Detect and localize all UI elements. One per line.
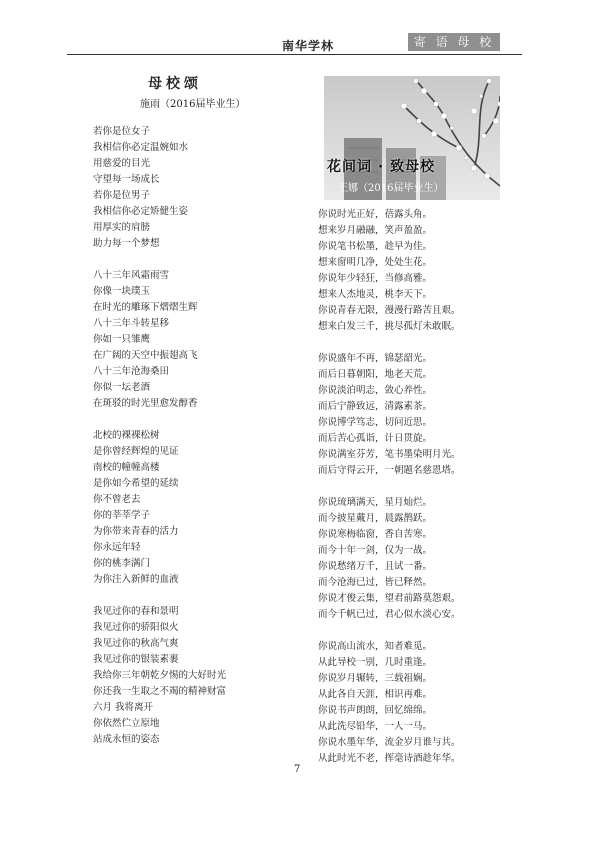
header-rule	[67, 54, 522, 55]
poem-line: 在广阔的天空中振翅高飞	[93, 350, 198, 361]
stanza-gap	[93, 588, 293, 604]
poem-line: 若你是位男子	[93, 190, 151, 201]
poem-line: 你似一坛老酒	[93, 382, 151, 393]
poem-line: 我相信你必定温婉如水	[93, 142, 189, 153]
poem-line: 八十三年斗转星移	[93, 318, 170, 329]
poem-line: 你说时光正好，蓓露头角。	[318, 209, 433, 220]
stanza-gap	[318, 623, 518, 639]
poem-line: 想来人杰地灵，桃李天下。	[318, 289, 433, 300]
poem-line: 你的莘莘学子	[93, 510, 151, 521]
stanza-gap	[318, 335, 518, 351]
poem-line: 北校的裸裸松树	[93, 430, 160, 441]
poem-line: 我相信你必定矫健生姿	[93, 206, 189, 217]
stanza-gap	[93, 412, 293, 428]
poem-line: 你说寒梅临窗，香自苦寒。	[318, 529, 433, 540]
poem-line: 是你如今希望的延续	[93, 478, 179, 489]
poem-line: 八十三年风霜雨雪	[93, 270, 170, 281]
poem-line: 为你注入新鲜的血液	[93, 574, 179, 585]
poem-right-title: 花间词 · 致母校	[327, 159, 436, 175]
poem-line: 而后日暮朝阳，地老天荒。	[318, 369, 433, 380]
poem-line: 你像一块璞玉	[93, 286, 151, 297]
poem-line: 我见过你的秋高气爽	[93, 638, 179, 649]
poem-line: 你不曾老去	[93, 494, 141, 505]
stanza-gap	[318, 479, 518, 495]
poem-line: 我见过你的春和景明	[93, 606, 179, 617]
poem-line: 你说盛年不再，锦瑟韶光。	[318, 353, 433, 364]
poem-line: 你如一只雏鹰	[93, 334, 151, 345]
poem-line: 你永远年轻	[93, 542, 141, 553]
poem-line: 为你带来青春的活力	[93, 526, 179, 537]
poem-line: 我见过你的银装素裹	[93, 654, 179, 665]
poem-line: 想来白发三千，挑尽孤灯未敢眠。	[318, 321, 461, 332]
poem-line: 而今披星戴月，晨露鹊跃。	[318, 513, 433, 524]
poem-line: 你说书声朗朗，回忆绵绵。	[318, 705, 433, 716]
header-journal-name: 南华学林	[282, 39, 335, 53]
poem-line: 而后宁静致远，清露素茶。	[318, 401, 433, 412]
poem-line: 而今沧海已过，皆已释然。	[318, 577, 433, 588]
stanza-gap	[93, 252, 293, 268]
poem-line: 我给你三年朝乾夕惕的大好时光	[93, 670, 227, 681]
poem-left-body	[93, 124, 293, 748]
poem-line: 你说才俊云集，望君前路莫怨艰。	[318, 593, 461, 604]
poem-line: 你说笔书松墨，趁早为佳。	[318, 241, 433, 252]
poem-line: 从此各自天涯，相识再难。	[318, 689, 433, 700]
poem-line: 而今十年一剑，仅为一战。	[318, 545, 433, 556]
poem-line: 从此导校一别，几时重逢。	[318, 657, 433, 668]
poem-line: 你说满室芬芳，笔书墨染明月光。	[318, 449, 461, 460]
poem-line: 若你是位女子	[93, 126, 151, 137]
poem-line: 八十三年沧海桑田	[93, 366, 170, 377]
poem-line: 在斑驳的时光里愈发醇香	[93, 398, 198, 409]
poem-line: 南校的幢幢高楼	[93, 462, 160, 473]
poem-left-title: 母校颂	[148, 76, 202, 92]
poem-right-author: 王娜（2016届毕业生）	[338, 183, 444, 194]
poem-line: 你说愁绪万千，且试一番。	[318, 561, 433, 572]
poem-line: 从此时光不老，挥毫诗酒趁年华。	[318, 753, 461, 764]
poem-line: 守望每一场成长	[93, 174, 160, 185]
poem-line: 想来岁月融融，笑声盈盈。	[318, 225, 433, 236]
page-number: 7	[294, 764, 301, 775]
header-section-tag: 寄 语 母 校	[408, 33, 500, 51]
poem-line: 你说水墨年华，流金岁月谁与共。	[318, 737, 461, 748]
poem-line: 你说岁月辗转，三载祖娴。	[318, 673, 433, 684]
poem-line: 是你曾经辉煌的见证	[93, 446, 179, 457]
poem-line: 你说淡泊明志，敛心养性。	[318, 385, 433, 396]
poem-line: 六月 我将离开	[93, 702, 154, 713]
poem-line: 用厚实的肩膀	[93, 222, 151, 233]
poem-line: 你依然伫立原地	[93, 718, 160, 729]
poem-line: 用慈爱的目光	[93, 158, 151, 169]
poem-line: 而今千帆已过，君心似水淡心安。	[318, 609, 461, 620]
poem-line: 你的桃李满门	[93, 558, 151, 569]
poem-line: 你还我一生取之不竭的精神财富	[93, 686, 227, 697]
poem-line: 而后守得云开，一朝题名慈恩塔。	[318, 465, 461, 476]
poem-right-body	[318, 207, 518, 767]
poem-line: 从此洗尽铅华，一人一马。	[318, 721, 433, 732]
poem-left-author: 施雨（2016届毕业生）	[140, 99, 246, 110]
poem-line: 我见过你的骄阳似火	[93, 622, 179, 633]
poem-line: 你说高山流水，知者难觅。	[318, 641, 433, 652]
poem-line: 你说博学笃志，切问近思。	[318, 417, 433, 428]
poem-line: 你说琉璃满天，星月灿烂。	[318, 497, 433, 508]
poem-line: 想来窗明几净，处处生花。	[318, 257, 433, 268]
poem-line: 站成永恒的姿态	[93, 734, 160, 745]
poem-line: 而后苦心孤诣，计日贯旋。	[318, 433, 433, 444]
poem-line: 在时光的雕琢下熠熠生辉	[93, 302, 198, 313]
poem-line: 助力每一个梦想	[93, 238, 160, 249]
poem-line: 你说青春无限，漫漫行路苦且艰。	[318, 305, 461, 316]
poem-line: 你说年少轻狂，当修高雅。	[318, 273, 433, 284]
